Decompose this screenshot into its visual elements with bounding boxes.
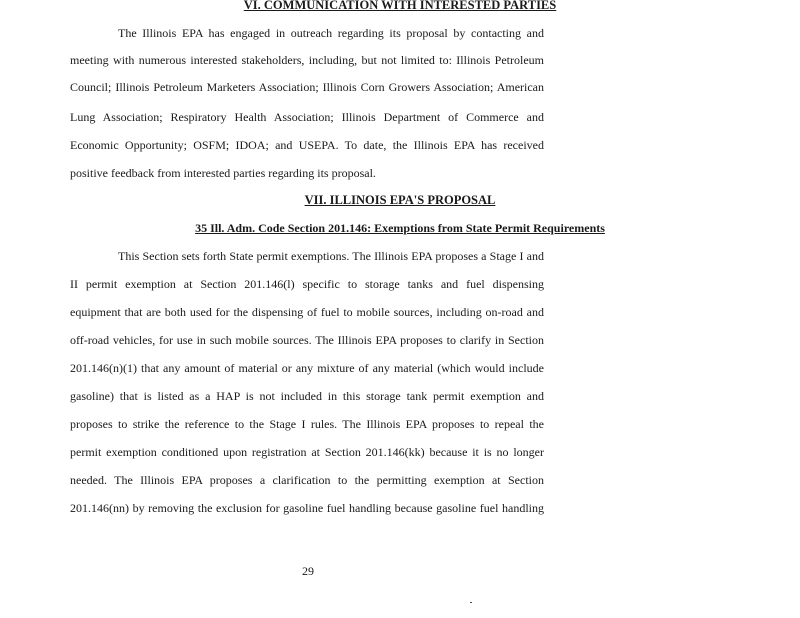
scan-speck [470,602,472,603]
paragraph-line: off-road vehicles, for use in such mobile sources. The Illinois EPA proposes to clarify in Section [70,333,544,347]
paragraph-line: meeting with numerous interested stakeholders, including, but not limited to: Illinois Petroleum [70,53,544,67]
paragraph-line: The Illinois EPA has engaged in outreach regarding its proposal by contacting and [118,26,544,40]
page-number: 29 [302,564,314,578]
paragraph-line: This Section sets forth State permit exemptions. The Illinois EPA proposes a Stage I and [118,249,544,263]
paragraph-line: 201.146(nn) by removing the exclusion for gasoline fuel handling because gasoline fuel handling [70,501,544,515]
paragraph-line: Lung Association; Respiratory Health Association; Illinois Department of Commerce and [70,110,544,124]
paragraph-line: gasoline) that is listed as a HAP is not included in this storage tank permit exemption and [70,389,544,403]
section-6-heading: VI. COMMUNICATION WITH INTERESTED PARTIES [243,0,557,12]
paragraph-line: Economic Opportunity; OSFM; IDOA; and USEPA. To date, the Illinois EPA has received [70,138,544,152]
paragraph-line: positive feedback from interested parties regarding its proposal. [70,166,376,180]
paragraph-line: equipment that are both used for the dispensing of fuel to mobile sources, including on-road and [70,305,544,319]
paragraph-line: proposes to strike the reference to the Stage I rules. The Illinois EPA proposes to repeal the [70,417,544,431]
paragraph-line: 201.146(n)(1) that any amount of material or any mixture of any material (which would include [70,361,544,375]
paragraph-line: II permit exemption at Section 201.146(l) specific to storage tanks and fuel dispensing [70,277,544,291]
paragraph-line: Council; Illinois Petroleum Marketers Association; Illinois Corn Growers Association; American [70,80,544,94]
paragraph-line: permit exemption conditioned upon registration at Section 201.146(kk) because it is no longer [70,445,544,459]
paragraph-line: needed. The Illinois EPA proposes a clarification to the permitting exemption at Section [70,473,544,487]
section-7-heading: VII. ILLINOIS EPA'S PROPOSAL [304,193,496,207]
section-7-subheading: 35 Ill. Adm. Code Section 201.146: Exemptions from State Permit Requirements [195,221,605,235]
